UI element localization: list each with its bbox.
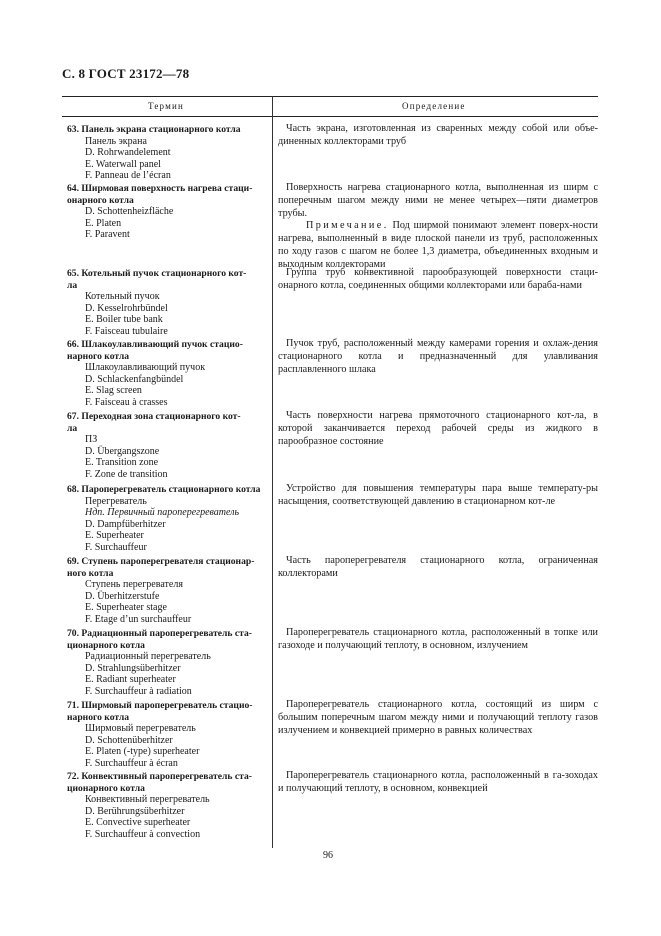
term-title: 63. Панель экрана стационарного котла xyxy=(67,124,241,135)
definition-text: Пароперегреватель стационарного котла, состоящий из ширм с большим поперечным шагом между ними и получающий теплоту газов излучением и конвекцией примерно в равных количествах xyxy=(278,699,598,736)
term-synonym: Панель экрана xyxy=(85,135,147,147)
term-synonym: D. Berührungsüberhitzer xyxy=(85,805,185,817)
term-entry xyxy=(67,556,267,626)
term-synonym: F. Faisceau tubulaire xyxy=(85,325,168,337)
definition-text: Пучок труб, расположенный между камерами горения и охлаж-дения стационарного котла и предназначенный для улавливания расплавленного шлака xyxy=(278,338,598,375)
term-title: 70. Радиационный пароперегреватель ста- xyxy=(67,628,252,639)
definition-entry xyxy=(278,182,598,272)
definition-entry xyxy=(278,410,598,448)
column-divider xyxy=(272,96,273,848)
term-synonym: E. Boiler tube bank xyxy=(85,314,163,326)
term-synonym: E. Platen xyxy=(85,217,122,229)
definition-text: Часть экрана, изготовленная из сваренных между собой или объе-диненных коллекторами труб xyxy=(278,123,598,147)
definition-entry xyxy=(278,123,598,149)
page-header: С. 8 ГОСТ 23172—78 xyxy=(62,66,190,81)
definition-entry xyxy=(278,483,598,509)
term-title: 67. Переходная зона стационарного кот- xyxy=(67,411,241,422)
term-synonym: D. Schottenüberhitzer xyxy=(85,734,173,746)
definition-text: Пароперегреватель стационарного котла, расположенный в га-зоходах и получающий теплоту, в основном, конвекцией xyxy=(278,770,598,794)
term-synonym: F. Surchauffeur xyxy=(85,541,147,553)
term-entry xyxy=(67,484,267,554)
term-synonym: D. Strahlungsüberhitzer xyxy=(85,662,181,674)
term-title: 71. Ширмовый пароперегреватель стацио- xyxy=(67,700,253,711)
term-synonym: D. Kesselrohrbündel xyxy=(85,302,168,314)
table-top-rule xyxy=(62,96,598,97)
definition-entry xyxy=(278,267,598,293)
note-label: Примечание. xyxy=(306,220,389,232)
term-entry xyxy=(67,411,267,481)
term-synonym: E. Superheater stage xyxy=(85,602,167,614)
definition-text: Часть поверхности нагрева прямоточного стационарного кот-ла, в которой заканчивается переход рабочей среды из жидкого в парообразное состояние xyxy=(278,410,598,447)
term-synonym: E. Transition zone xyxy=(85,457,159,469)
definition-note xyxy=(278,220,598,271)
term-synonym: Конвективный перегреватель xyxy=(85,794,210,806)
term-synonym: F. Faisceau à crasses xyxy=(85,396,168,408)
term-synonym: F. Surchauffeur à convection xyxy=(85,828,201,840)
term-synonym: ПЗ xyxy=(85,434,98,446)
page-number: 96 xyxy=(323,850,333,861)
term-synonym: F. Zone de transition xyxy=(85,468,168,480)
term-title: нарного котла xyxy=(67,350,130,362)
term-entry xyxy=(67,700,267,770)
term-synonym: E. Waterwall panel xyxy=(85,158,161,170)
term-title: ционарного котла xyxy=(67,782,145,794)
term-title: ла xyxy=(67,279,78,291)
term-synonym: E. Slag screen xyxy=(85,385,142,397)
term-synonym: D. Dampfüberhitzer xyxy=(85,518,166,530)
term-synonym: F. Surchauffeur à écran xyxy=(85,757,178,769)
term-synonym: F. Paravent xyxy=(85,229,130,241)
term-synonym: E. Platen (-type) superheater xyxy=(85,746,200,758)
term-title: 66. Шлакоулавливающий пучок стацио- xyxy=(67,339,243,350)
term-title: онарного котла xyxy=(67,194,134,206)
definition-entry xyxy=(278,770,598,796)
term-synonym: Радиационный перегреватель xyxy=(85,651,211,663)
term-synonym: Шлакоулавливающий пучок xyxy=(85,362,206,374)
note-text: Под ширмой понимают элемент поверх-ности нагрева, выполненный в виде плоской панели из труб, расположенных по ходу газов с шагом не более 1,3 диаметра, объединенных входным и выходным коллекторами xyxy=(278,220,598,270)
term-synonym: Котельный пучок xyxy=(85,291,160,303)
term-synonym: D. Schottenheizfläche xyxy=(85,206,174,218)
definition-text: Пароперегреватель стационарного котла, расположенный в топке или газоходе и получающий теплоту, в основном, излучением xyxy=(278,627,598,651)
term-title: 69. Ступень пароперегревателя стационар- xyxy=(67,556,255,567)
term-synonym: D. Überhitzerstufe xyxy=(85,590,160,602)
term-entry xyxy=(67,339,267,409)
term-title: ла xyxy=(67,422,78,434)
term-title: ционарного котла xyxy=(67,639,145,651)
term-title: 64. Ширмовая поверхность нагрева стаци- xyxy=(67,183,253,194)
definition-entry xyxy=(278,627,598,653)
term-synonym: E. Superheater xyxy=(85,530,144,542)
term-title: 72. Конвективный пароперегреватель ста- xyxy=(67,771,252,782)
term-title: 68. Пароперегреватель стационарного котла xyxy=(67,484,261,495)
term-synonym: F. Panneau de l’écran xyxy=(85,170,171,182)
definition-text: Часть пароперегревателя стационарного котла, ограниченная коллекторами xyxy=(278,555,598,579)
term-entry xyxy=(67,268,267,338)
term-synonym: Ширмовый перегреватель xyxy=(85,723,196,735)
term-synonym: E. Radiant superheater xyxy=(85,674,176,686)
definition-text: Поверхность нагрева стационарного котла, выполненная из ширм с поперечным шагом между ними не менее четырех—пяти диаметров трубы. xyxy=(278,182,598,219)
term-entry xyxy=(67,628,267,698)
definition-entry xyxy=(278,338,598,376)
term-title: 65. Котельный пучок стационарного кот- xyxy=(67,268,247,279)
term-entry xyxy=(67,124,267,182)
term-synonym: E. Convective superheater xyxy=(85,817,191,829)
term-title: ного котла xyxy=(67,567,114,579)
definition-text: Устройство для повышения температуры пара выше температу-ры насыщения, соответствующей давлению в стационарном кот-ле xyxy=(278,483,598,507)
term-synonym: D. Rohrwandelement xyxy=(85,147,171,159)
definition-entry xyxy=(278,699,598,737)
term-synonym: Ступень перегревателя xyxy=(85,579,183,591)
term-entry xyxy=(67,771,267,841)
table-header-rule xyxy=(62,116,598,117)
definition-text: Группа труб конвективной парообразующей поверхности стаци-онарного котла, соединенных общими коллекторами или бараба-нами xyxy=(278,267,598,291)
column-header-definition: Определение xyxy=(402,101,466,111)
term-synonym: D. Übergangszone xyxy=(85,445,160,457)
definition-entry xyxy=(278,555,598,581)
term-synonym: Перегреватель xyxy=(85,495,147,507)
term-synonym: D. Schlackenfangbündel xyxy=(85,373,184,385)
term-synonym: F. Surchauffeur à radiation xyxy=(85,685,192,697)
term-synonym: F. Etage d’un surchauffeur xyxy=(85,613,192,625)
term-entry xyxy=(67,183,267,241)
term-title: нарного котла xyxy=(67,711,130,723)
column-header-term: Термин xyxy=(148,101,185,111)
term-not-allowed: Ндп. Первичный пароперегреватель xyxy=(85,507,240,519)
